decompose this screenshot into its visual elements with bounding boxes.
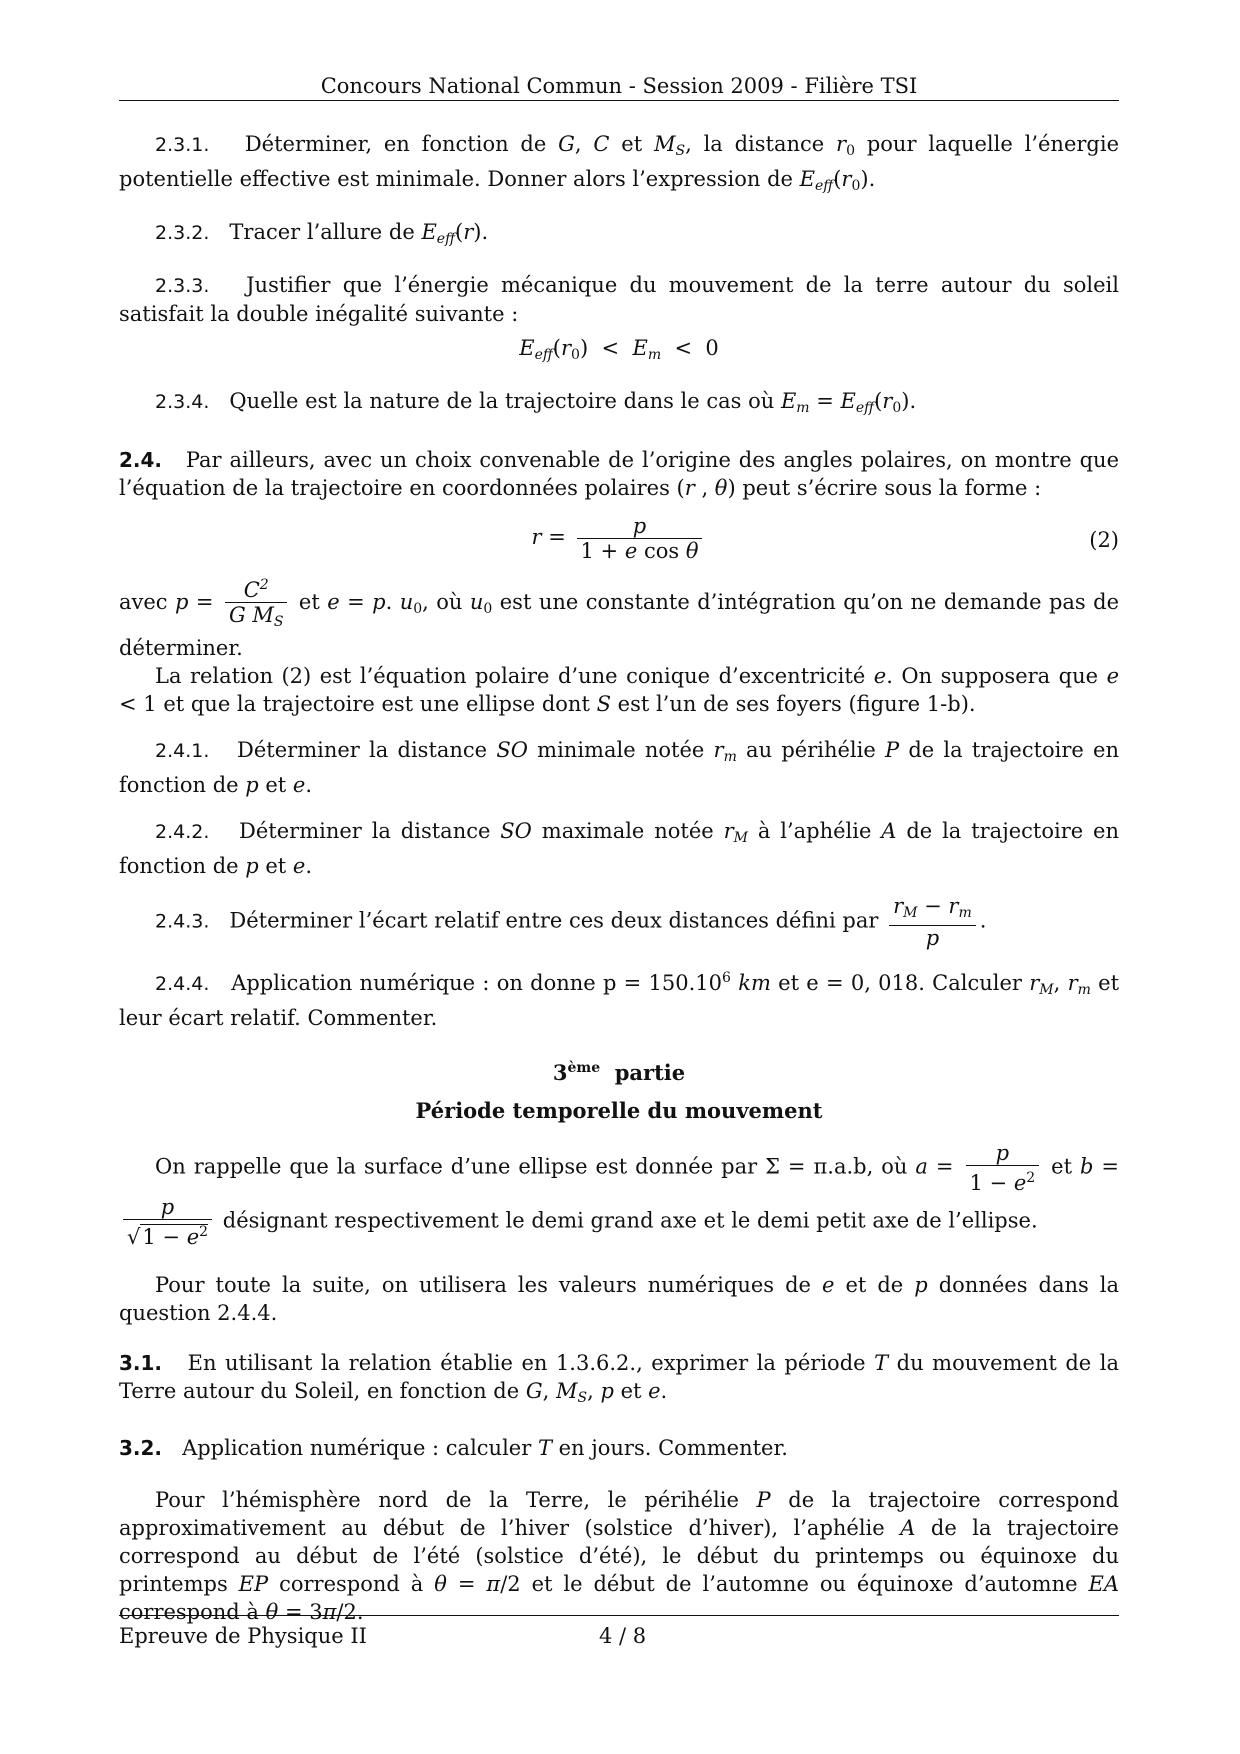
page-number: 4 / 8 <box>599 1624 647 1648</box>
question-2-4-4: 2.4.4. Application numérique : on donne $p = 150.10^6$ km et e = 0, 018. Calculer $r_M$, $r_m$ et leur écart relatif. Commenter. <box>119 970 1120 1030</box>
content <box>119 130 1119 1626</box>
question-2-4: 2.4. Par ailleurs, avec un choix convenable de l’origine des angles polaires, on montre que l’équation de la trajectoire en coordonnées polaires (r , θ) peut s’écrire sous la forme : <box>119 448 1119 500</box>
avec-paragraph: avec p = $\frac{C^2}{G M_S}$ et e = p. $u_0$, où $u_0$ est une constante d’intégration qu’on ne demande pas de déterminer. <box>119 573 1119 662</box>
question-3-1: 3.1. En utilisant la relation établie en 1.3.6.2., exprimer la période T du mouvement de la Terre autour du Soleil, en fonction de G, $M_S$, p et e. <box>119 1351 1119 1406</box>
question-2-3-4: 2.3.4. Quelle est la nature de la trajectoire dans le cas où $E_m = E_{eff}(r_0)$. <box>155 389 917 416</box>
question-2-4-2: 2.4.2. Déterminer la distance SO maximale notée $r_M$ à l’aphélie A de la trajectoire en fonction de p et e. <box>119 819 1119 878</box>
question-3-2: 3.2. Application numérique : calculer T en jours. Commenter. <box>119 1436 788 1460</box>
page-header: Concours National Commun - Session 2009 - Filière TSI <box>320 74 918 98</box>
header-rule <box>119 100 1119 101</box>
part-heading: 3ème partie <box>552 1060 686 1085</box>
ellipse-paragraph: On rappelle que la surface d’une ellipse est donnée par Σ = π.a.b, où a = $\frac{p}{1 - e^2}$ et b = $\frac{p}{√1 - e^2}$ désignant respectivement le demi grand axe et le demi petit axe de l’ellipse. <box>119 1141 1119 1249</box>
equation-label: (2) <box>1089 528 1119 552</box>
inequality-equation: $E_{eff}(r_0) < E_m < 0$ <box>519 336 719 363</box>
question-2-3-1: 2.3.1. Déterminer, en fonction de G, C et $M_S$, la distance $r_0$ pour laquelle l’énergie potentielle effective est minimale. Donner alors l’expression de $E_{eff}(r_0)$. <box>119 132 1119 194</box>
question-2-4-3: 2.4.3. Déterminer l’écart relatif entre ces deux distances défini par $\frac{r_M - r_m}{p}$ . <box>155 894 987 950</box>
relation-paragraph: La relation (2) est l’équation polaire d’une conique d’excentricité e. On supposera que e < 1 et que la trajectoire est une ellipse dont S est l’un de ses foyers (figure 1-b). <box>119 664 1120 716</box>
seasons-paragraph: Pour l’hémisphère nord de la Terre, le périhélie P de la trajectoire correspond approximativement au début de l’hiver (solstice d’hiver), l’aphélie A de la trajectoire correspond au début de l’été (solstice d’été), le début du printemps ou équinoxe du printemps EP correspond à θ = π/2 et le début de l’automne ou équinoxe d’automne EA correspond à θ = 3π/2. <box>119 1488 1120 1624</box>
suite-paragraph: Pour toute la suite, on utilisera les valeurs numériques de e et de p données dans la question 2.4.4. <box>119 1273 1120 1325</box>
question-2-3-2: 2.3.2. Tracer l’allure de $E_{eff}(r)$. <box>155 220 489 247</box>
footer-rule <box>119 1615 1119 1616</box>
footer-title: Epreuve de Physique II <box>119 1624 367 1648</box>
polar-equation: r = $\frac{p}{\text{1 + e cos θ}}$ (2) <box>531 514 1119 563</box>
question-2-4-1: 2.4.1. Déterminer la distance SO minimale notée $r_m$ au périhélie P de la trajectoire en fonction de p et e. <box>119 738 1120 797</box>
question-2-3-3: 2.3.3. Justifier que l’énergie mécanique du mouvement de la terre autour du soleil satisfait la double inégalité suivante : <box>119 273 1119 326</box>
part-title: Période temporelle du mouvement <box>415 1098 823 1123</box>
